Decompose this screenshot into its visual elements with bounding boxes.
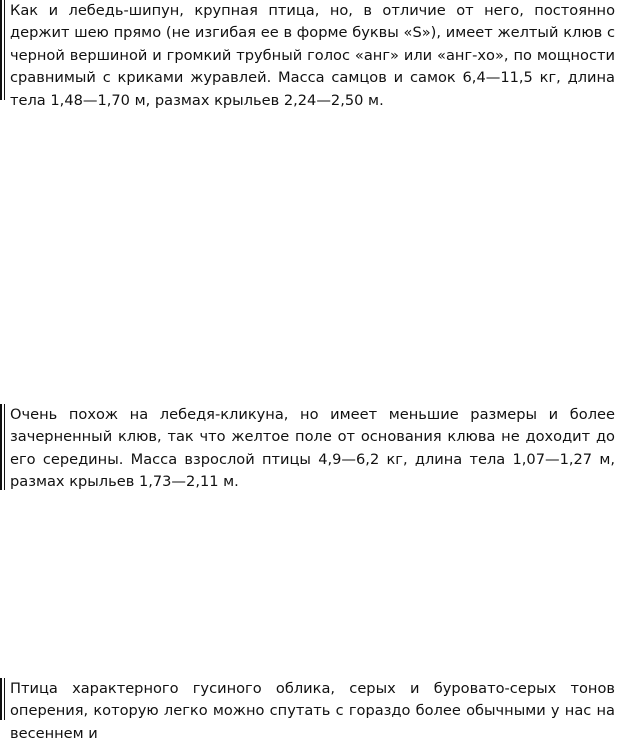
description-paragraph: Птица характерного гусиного облика, серых и буровато-серых тонов оперения, которую легко можно спутать с гораздо более обычными у нас на весеннем и — [10, 680, 615, 742]
margin-rule-thin — [4, 0, 5, 100]
margin-rule — [0, 678, 2, 720]
margin-rule — [0, 0, 2, 100]
description-paragraph: Как и лебедь-шипун, крупная птица, но, в отличие от него, постоянно держит шею прямо (не изгибая ее в форме буквы «S»), имеет желтый клюв с черной вершиной и громкий трубный голос «анг» или «анг-хо», по мощности сравнимый с криками журавлей. Масса самцов и самок 6,4—11,5 кг, длина тела 1,48—1,70 м, размах крыльев 2,24—2,50 м. — [10, 2, 615, 109]
margin-rule-thin — [4, 678, 5, 720]
description-block-whooper-swan — [0, 0, 617, 109]
description-block-bewicks-swan — [0, 404, 617, 490]
description-paragraph: Очень похож на лебедя-кликуна, но имеет меньшие размеры и более зачерненный клюв, так что желтое поле от основания клюва не доходит до его середины. Масса взрослой птицы 4,9—6,2 кг, длина тела 1,07—1,27 м, размах крыльев 1,73—2,11 м. — [10, 406, 615, 491]
margin-rule — [0, 404, 2, 490]
margin-rule-thin — [4, 404, 5, 490]
description-block-goose — [0, 678, 617, 742]
